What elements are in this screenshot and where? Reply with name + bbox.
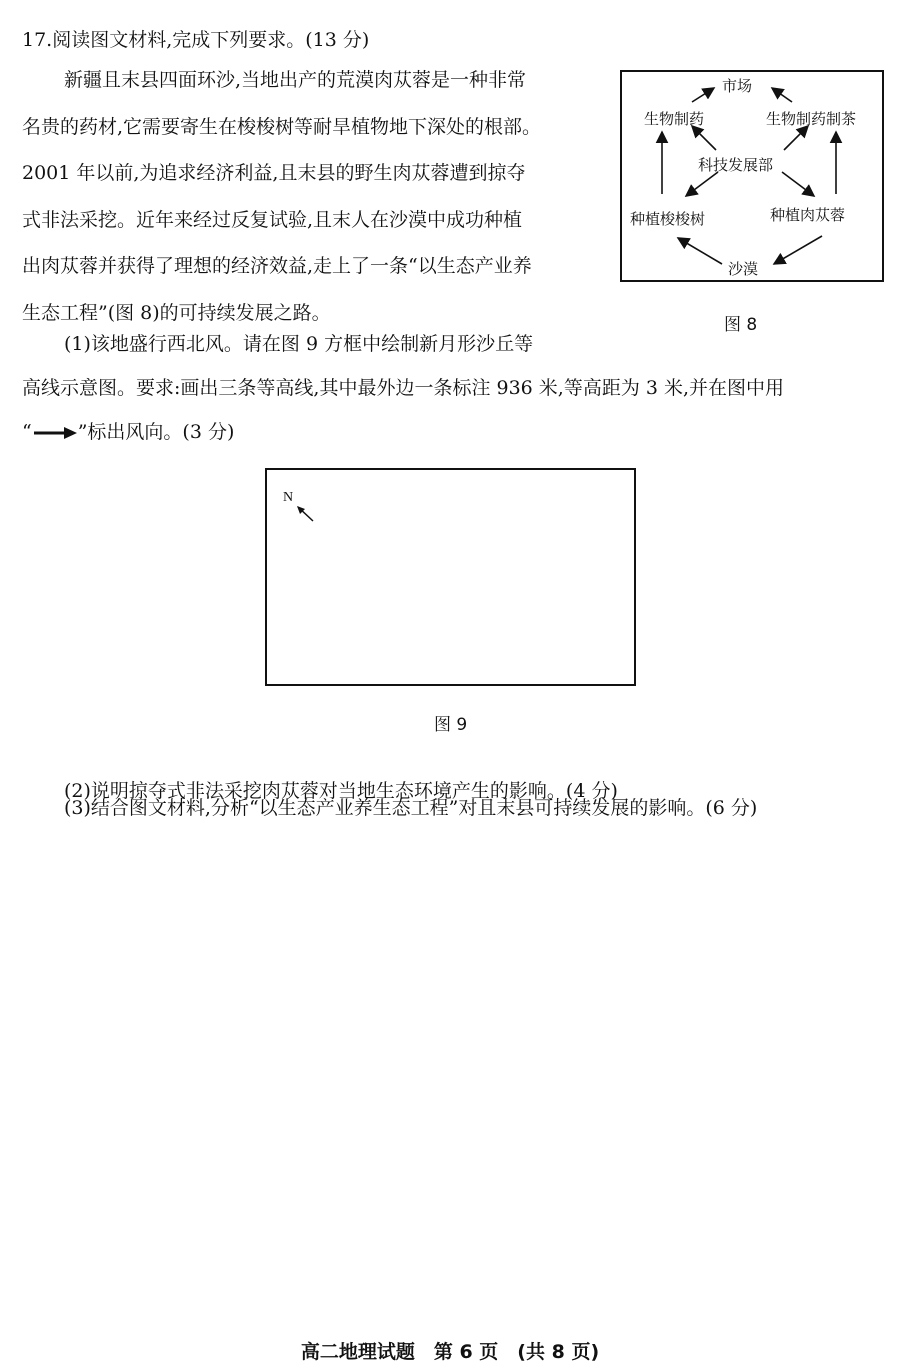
node-plant-cistanche: 种植肉苁蓉 xyxy=(770,206,846,224)
arrow-pharma-to-market xyxy=(692,88,714,102)
arrow-tech-to-tea xyxy=(784,126,808,150)
material-line: 式非法采挖。近年来经过反复试验,且末人在沙漠中成功种植 xyxy=(22,208,523,231)
north-label: N xyxy=(283,490,294,505)
material-line: 2001 年以前,为追求经济利益,且末县的野生肉苁蓉遭到掠夺 xyxy=(22,162,526,184)
north-arrow-icon xyxy=(295,504,317,526)
question-2: (2)说明掠夺式非法采挖肉苁蓉对当地生态环境产生的影响。(4 分) xyxy=(64,780,618,802)
q1-line-tail: ”标出风向。(3 分) xyxy=(77,421,235,443)
q1-line: (1)该地盛行西北风。请在图 9 方框中绘制新月形沙丘等 xyxy=(64,333,534,355)
q1-line xyxy=(22,410,882,454)
page-footer: 高二地理试题 第 6 页 (共 8 页) xyxy=(300,1341,600,1363)
material-line: 生态工程”(图 8)的可持续发展之路。 xyxy=(22,301,331,324)
arrow-tea-to-market xyxy=(772,88,792,102)
arrow-cistanche-to-desert xyxy=(774,236,822,264)
question-3: (3)结合图文材料,分析“以生态产业养生态工程”对且末县可持续发展的影响。(6 分) xyxy=(64,797,758,819)
node-desert: 沙漠 xyxy=(728,260,759,278)
material-text xyxy=(22,62,607,331)
q1-line: 高线示意图。要求:画出三条等高线,其中最外边一条标注 936 米,等高距为 3 米,并在图中用 xyxy=(22,377,785,399)
figure-8-diagram xyxy=(620,70,884,282)
material-line: 出肉苁蓉并获得了理想的经济效益,走上了一条“以生态产业养 xyxy=(22,255,532,277)
arrow-desert-to-saxaul xyxy=(678,238,722,264)
node-plant-saxaul: 种植梭梭树 xyxy=(630,210,706,228)
wind-arrow-symbol-icon xyxy=(32,426,78,440)
node-bio-pharma: 生物制药 xyxy=(644,110,705,128)
question-heading: 17.阅读图文材料,完成下列要求。(13 分) xyxy=(22,29,370,51)
node-bio-pharma-tea: 生物制药制茶 xyxy=(766,110,857,128)
question-1 xyxy=(22,322,882,454)
material-line: 名贵的药材,它需要寄生在梭梭树等耐旱植物地下深处的根部。 xyxy=(22,115,542,138)
node-tech-dept: 科技发展部 xyxy=(698,156,774,174)
figure-8-caption: 图 8 xyxy=(724,315,758,335)
figure-9-drawing-box[interactable] xyxy=(265,468,636,686)
arrow-tech-to-cistanche xyxy=(782,172,814,196)
arrow-tech-to-pharma xyxy=(692,126,716,150)
material-line: 新疆且末县四面环沙,当地出产的荒漠肉苁蓉是一种非常 xyxy=(64,69,527,91)
arrow-tech-to-saxaul xyxy=(686,172,718,196)
figure-9-caption: 图 9 xyxy=(434,715,468,735)
open-quote: “ xyxy=(22,421,32,443)
figure-8-arrows xyxy=(622,72,886,284)
node-market: 市场 xyxy=(722,77,753,95)
